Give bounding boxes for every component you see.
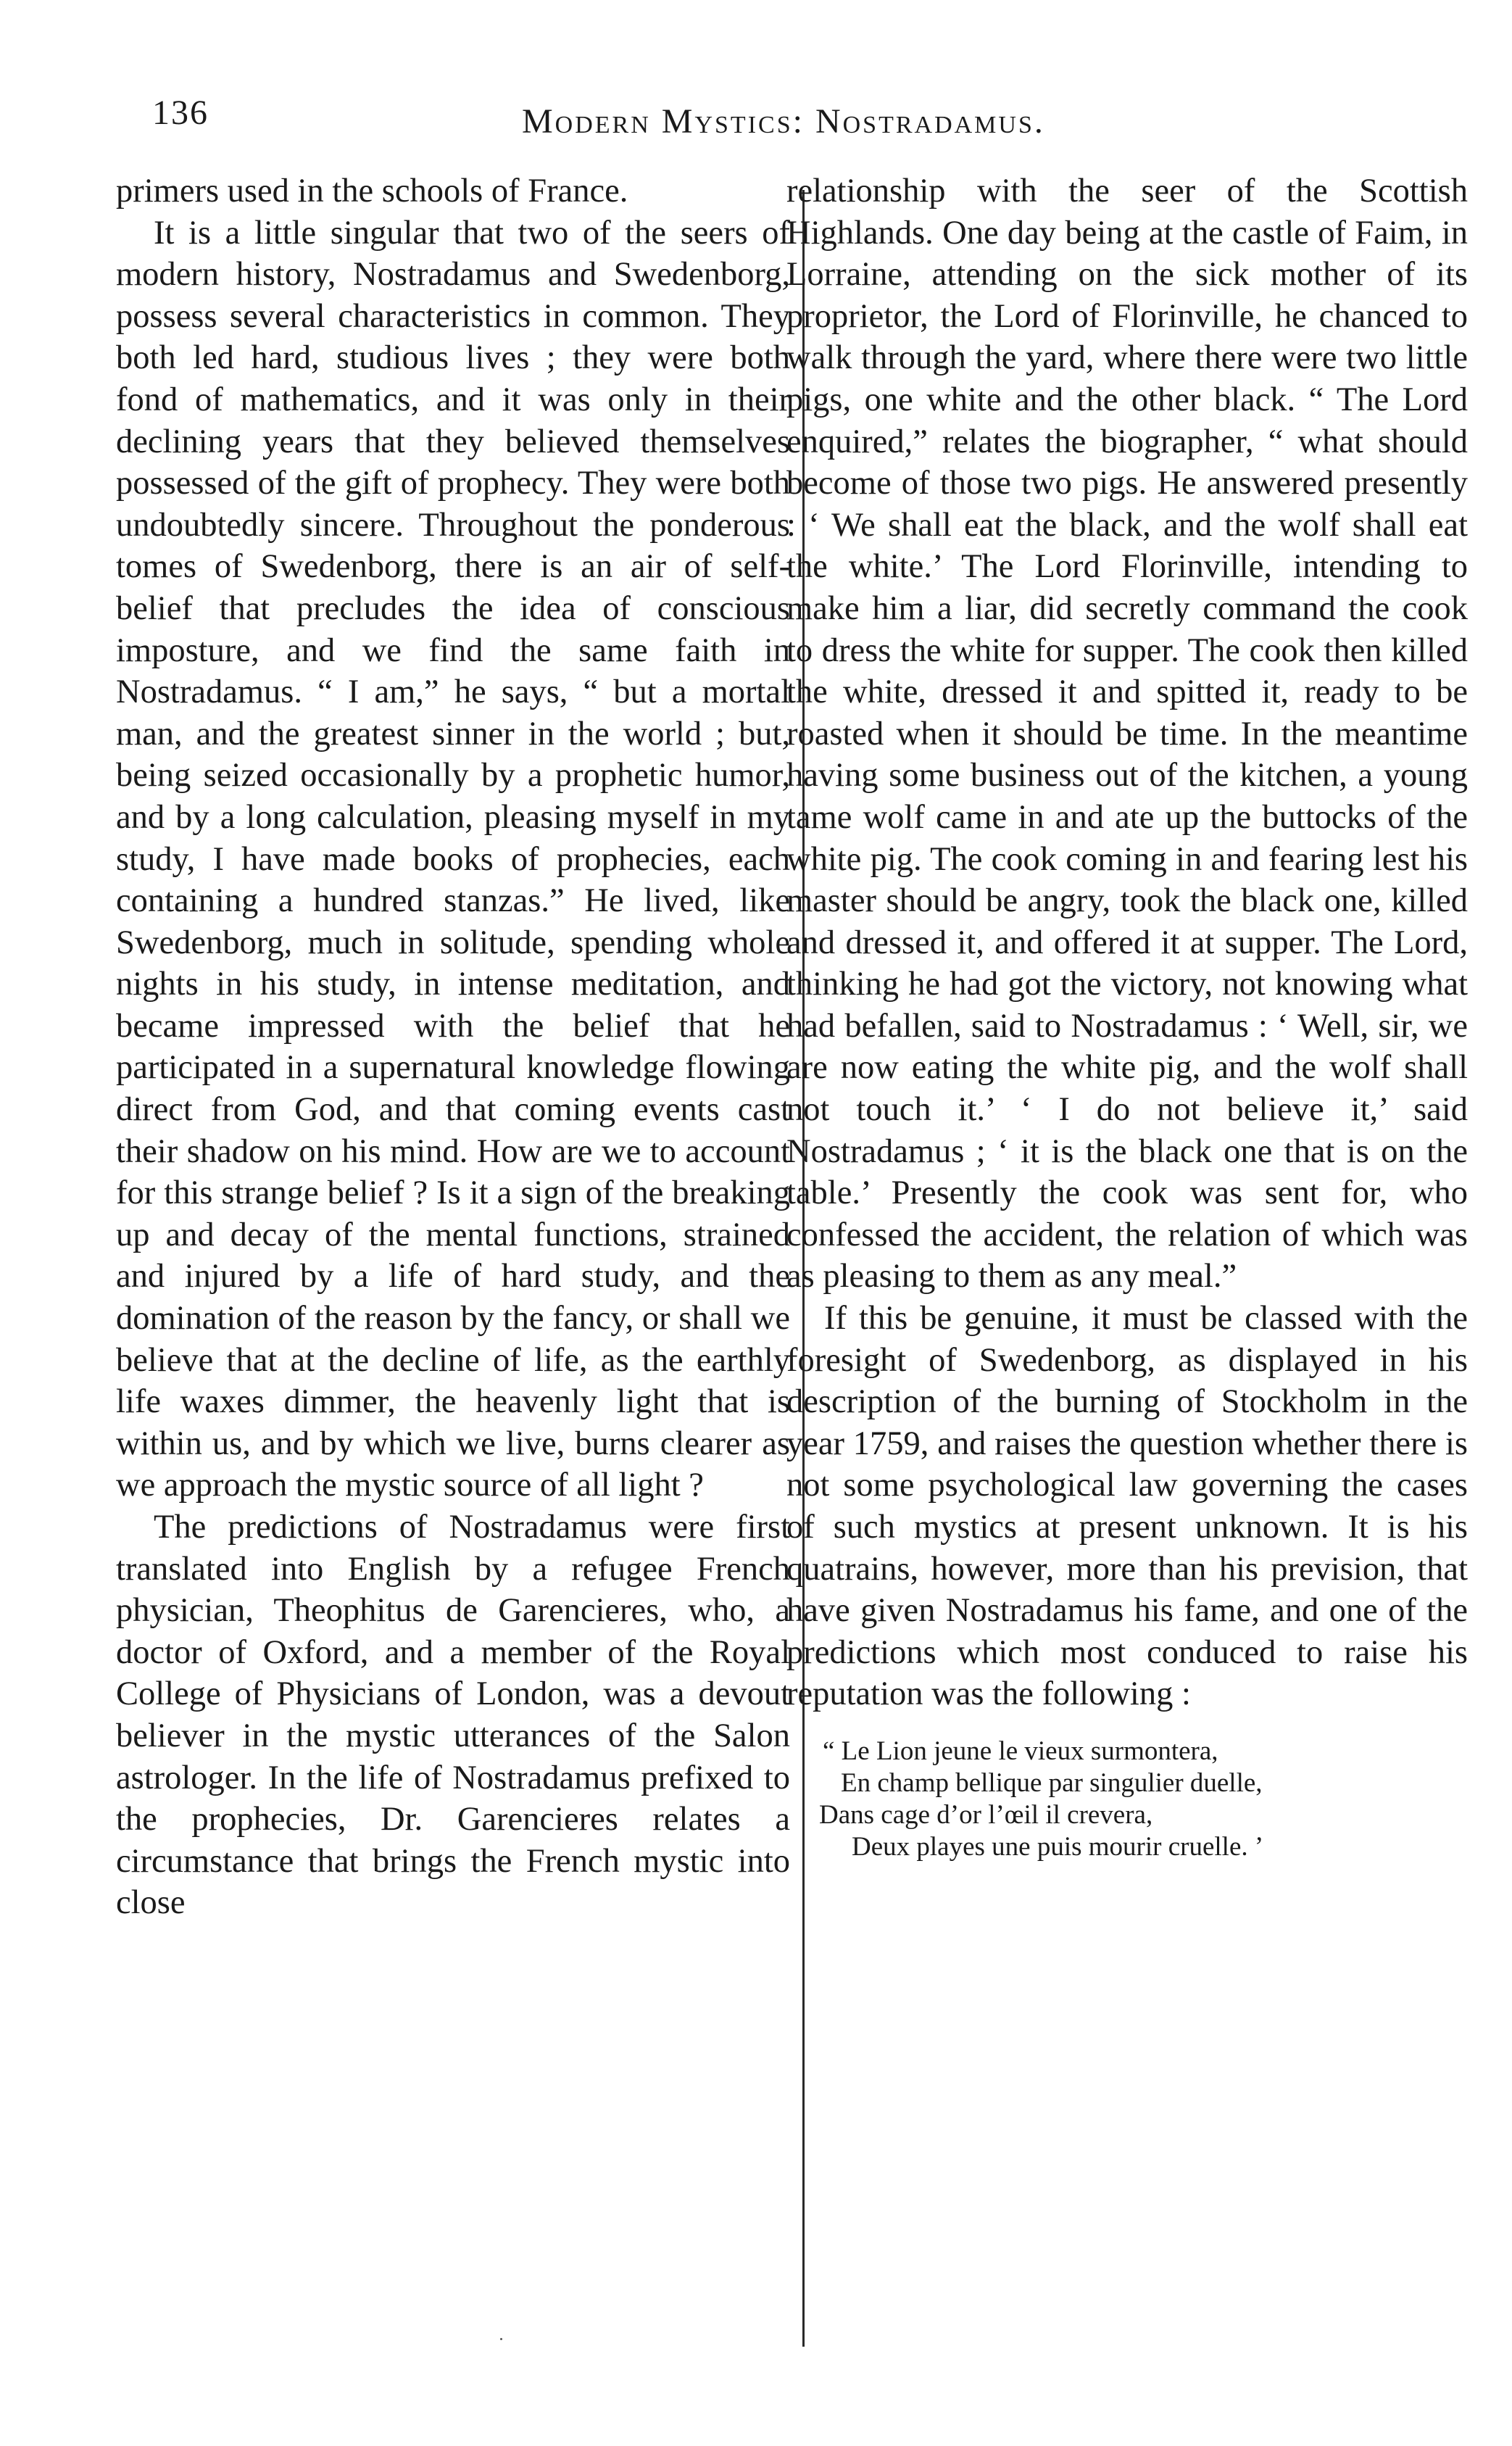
quatrain-line-1: “ Le Lion jeune le vieux surmontera, <box>823 1736 1218 1766</box>
right-paragraph-2: If this be genuine, it must be classed with the foresight of Swedenborg, as displayed in his description of the burning of Stockholm in the year 1759, and raises the question whether there is not some psychological law governing the cases of such mystics at present unknown. It is his quatrains, however, more than his prevision, that have given Nostradamus his fame, and one of the predictions which most conduced to raise his reputation was the following : <box>786 1300 1468 1713</box>
left-column <box>116 170 790 2345</box>
left-paragraph-2: It is a little singular that two of the seers of modern history, Nostradamus and Swedenborg, possess several characteristics in common. They both led hard, studious lives ; they were both fond of mathematics, and it was only in their declining years that they believed themselves possessed of the gift of prophecy. They were both undoubtedly sincere. Throughout the ponderous tomes of Swedenborg, there is an air of self-belief that precludes the idea of conscious imposture, and we find the same faith in Nostradamus. “ I am,” he says, “ but a mortal man, and the greatest sinner in the world ; but, being seized occasionally by a prophetic humor, and by a long calculation, pleasing myself in my study, I have made books of prophecies, each containing a hundred stanzas.” He lived, like Swedenborg, much in solitude, spending whole nights in his study, in intense meditation, and became impressed with the belief that he participated in a supernatural knowledge flowing direct from God, and that coming events cast their shadow on his mind. How are we to account for this strange belief ? Is it a sign of the breaking up and decay of the mental functions, strained and injured by a life of hard study, and the domination of the reason by the fancy, or shall we believe that at the decline of life, as the earthly life waxes dimmer, the heavenly light that is within us, and by which we live, burns clearer as we approach the mystic source of all light ? <box>116 214 790 1504</box>
page-number: 136 <box>152 94 209 132</box>
quatrain-line-2: En champ bellique par singulier duelle, <box>841 1767 1263 1798</box>
print-speck <box>500 2338 502 2340</box>
quatrain-line-4: Deux playes une puis mourir cruelle. ’ <box>852 1831 1264 1862</box>
left-paragraph-3: The predictions of Nostradamus were first translated into English by a refugee French physician, Theophitus de Garencieres, who, a doctor of Oxford, and a member of the Royal College of Physicians of London, was a devout believer in the mystic utterances of the Salon astrologer. In the life of Nostradamus prefixed to the prophecies, Dr. Garencieres relates a circumstance that brings the French mystic into close <box>116 1509 790 1922</box>
right-column <box>786 170 1468 2345</box>
right-paragraph-1: relationship with the seer of the Scottish Highlands. One day being at the castle of Faim, in Lorraine, attending on the sick mother of its proprietor, the Lord of Florinville, he chanced to walk through the yard, where there were two little pigs, one white and the other black. “ The Lord enquired,” relates the biographer, “ what should become of those two pigs. He answered presently : ‘ We shall eat the black, and the wolf shall eat the white.’ The Lord Florinville, intending to make him a liar, did secretly command the cook to dress the white for supper. The cook then killed the white, dressed it and spitted it, ready to be roasted when it should be time. In the meantime having some business out of the kitchen, a young tame wolf came in and ate up the buttocks of the white pig. The cook coming in and fearing lest his master should be angry, took the black one, killed and dressed it, and offered it at supper. The Lord, thinking he had got the victory, not knowing what had befallen, said to Nostradamus : ‘ Well, sir, we are now eating the white pig, and the wolf shall not touch it.’ ‘ I do not believe it,’ said Nostradamus ; ‘ it is the black one that is on the table.’ Presently the cook was sent for, who confessed the accident, the relation of which was as pleasing to them as any meal.” <box>786 173 1468 1295</box>
quatrain-line-3: Dans cage d’or l’œil il crevera, <box>819 1799 1153 1830</box>
running-head: Modern Mystics: Nostradamus. <box>522 102 1045 141</box>
quatrain <box>786 1736 1468 1863</box>
left-paragraph-1: primers used in the schools of France. <box>116 173 628 210</box>
